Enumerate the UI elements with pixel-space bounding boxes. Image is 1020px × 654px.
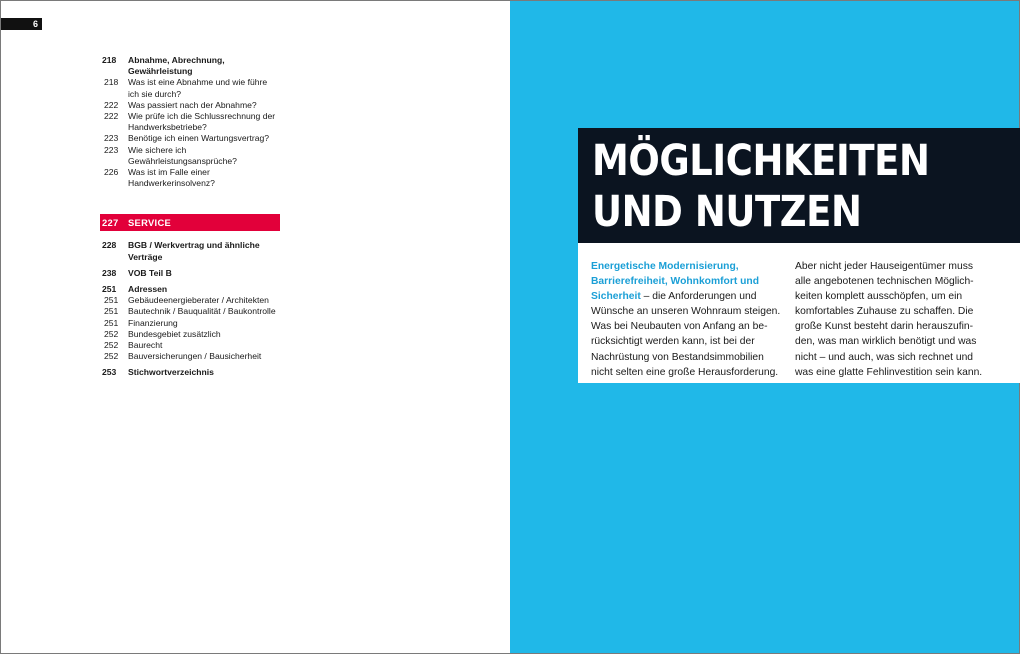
page-number: 6 bbox=[1, 18, 42, 30]
toc-entry-title: Abnahme, Abrechnung, Gewährleistung bbox=[128, 55, 225, 77]
toc-subentry[interactable] bbox=[100, 306, 280, 317]
toc-page-number: 228 bbox=[102, 240, 117, 251]
toc-subentry-title: Bundesgebiet zusätzlich bbox=[128, 328, 221, 339]
toc-entry-vob[interactable] bbox=[100, 268, 280, 279]
toc-page-number: 253 bbox=[102, 367, 117, 378]
toc-page-number: 251 bbox=[102, 284, 117, 295]
toc-subentry-title: Bauversicherungen / Bausicherheit bbox=[128, 351, 262, 362]
toc-subentry-title: Benötige ich einen Wartungsvertrag? bbox=[128, 133, 270, 144]
toc-subentry[interactable] bbox=[100, 133, 280, 144]
toc-page-number: 218 bbox=[102, 55, 117, 65]
toc-subentry-title: Was passiert nach der Abnahme? bbox=[128, 99, 257, 110]
toc-page-number: 252 bbox=[104, 340, 119, 351]
toc-entry-index[interactable] bbox=[100, 367, 280, 378]
table-of-contents bbox=[100, 55, 280, 379]
toc-page-number: 251 bbox=[104, 317, 119, 328]
toc-page-number: 223 bbox=[104, 133, 119, 144]
toc-subentry-title: Was ist im Falle einer Handwerkerinsolvenz? bbox=[128, 167, 215, 189]
toc-page-number: 218 bbox=[104, 77, 119, 88]
toc-page-number: 252 bbox=[104, 328, 119, 339]
toc-subentry-title: Wie prüfe ich die Schlussrechnung der Handwerksbetriebe? bbox=[128, 111, 276, 133]
toc-page-number: 223 bbox=[104, 144, 119, 155]
toc-subentry-title: Was ist eine Abnahme und wie führe ich sie durch? bbox=[128, 77, 268, 99]
toc-subentry-title: Bautechnik / Bauqualität / Baukontrolle bbox=[128, 306, 276, 317]
toc-subentry[interactable] bbox=[100, 329, 280, 340]
toc-page-number: 252 bbox=[104, 351, 119, 362]
toc-page-number: 251 bbox=[104, 306, 119, 317]
toc-page-number: 238 bbox=[102, 267, 117, 278]
toc-entry-abnahme[interactable] bbox=[100, 55, 280, 77]
toc-page-number: 251 bbox=[104, 295, 119, 306]
toc-page-number: 227 bbox=[102, 217, 119, 229]
toc-entry-title: BGB / Werkvertrag und ähnliche Verträge bbox=[128, 240, 260, 262]
toc-subentry-title: Baurecht bbox=[128, 340, 163, 351]
toc-subentry[interactable] bbox=[100, 295, 280, 306]
intro-column-right: Aber nicht jeder Hauseigentümer muss alle angebotenen technischen Möglich- keiten komplett ausschöpfen, um ein komfortables Zuhause zu schaffen. Die große Kunst besteht darin herauszufin- den, was man wirklich benötigt und was nicht – und auch, was sich rechnet und was eine glatte Fehlinvestition sein kann. bbox=[795, 261, 983, 378]
toc-subentry[interactable] bbox=[100, 145, 280, 167]
toc-entry-title: Stichwortverzeichnis bbox=[128, 367, 214, 378]
toc-subentry-title: Wie sichere ich Gewährleistungsansprüche? bbox=[128, 144, 237, 166]
toc-subentry[interactable] bbox=[100, 340, 280, 351]
toc-page-number: 222 bbox=[104, 111, 119, 122]
chapter-title: MÖGLICHKEITEN UND NUTZEN bbox=[592, 136, 930, 237]
toc-subentry-title: Gebäudeenergieberater / Architekten bbox=[128, 295, 269, 306]
toc-subentry[interactable] bbox=[100, 167, 280, 189]
toc-entry-bgb[interactable] bbox=[100, 240, 280, 262]
toc-subentry[interactable] bbox=[100, 318, 280, 329]
toc-page-number: 222 bbox=[104, 99, 119, 110]
intro-column-left: Energetische Modernisierung, Barrierefreiheit, Wohnkomfort und Sicherheit – die Anforderungen und Wünsche an unseren Wohnraum steigen. Was bei Neubauten von Anfang an be- rücksichtigt werden kann, ist bei der Nachrüstung von Bestandsimmobilien nicht selten eine große Herausforderung. bbox=[591, 261, 781, 378]
toc-entry-title: Adressen bbox=[128, 284, 168, 295]
toc-subentry[interactable] bbox=[100, 111, 280, 133]
toc-subentry-title: Finanzierung bbox=[128, 317, 178, 328]
toc-section-service[interactable] bbox=[100, 214, 280, 231]
toc-subentry[interactable] bbox=[100, 77, 280, 99]
toc-entry-title: VOB Teil B bbox=[128, 267, 172, 278]
toc-subentry[interactable] bbox=[100, 100, 280, 111]
intro-text-box bbox=[578, 243, 1020, 383]
toc-entry-adressen[interactable] bbox=[100, 284, 280, 295]
toc-subentry[interactable] bbox=[100, 351, 280, 362]
toc-section-title: SERVICE bbox=[128, 217, 172, 229]
chapter-title-box bbox=[578, 128, 1020, 243]
toc-page-number: 226 bbox=[104, 167, 119, 178]
